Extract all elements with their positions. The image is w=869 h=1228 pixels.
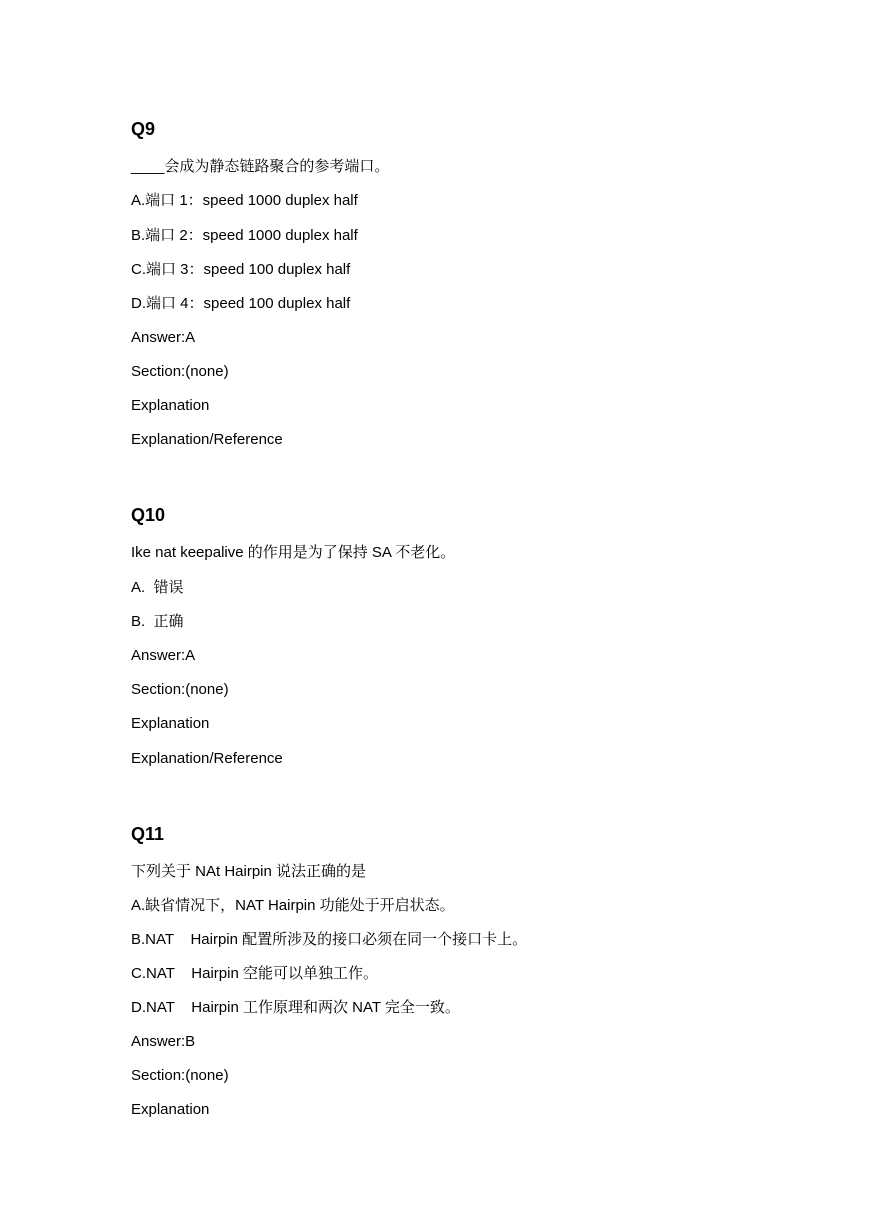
question-title: Q9 xyxy=(131,119,156,139)
option-a: A.端口 1：speed 1000 duplex half xyxy=(131,192,358,209)
question-title: Q11 xyxy=(131,824,165,844)
option-d: D.NAT Hairpin 工作原理和两次 NAT 完全一致。 xyxy=(131,999,460,1016)
explanation-reference: Explanation/Reference xyxy=(131,750,283,767)
option-b: B.端口 2：speed 1000 duplex half xyxy=(131,227,358,244)
explanation: Explanation xyxy=(131,397,210,414)
answer: Answer:B xyxy=(131,1033,196,1050)
question-stem: Ike nat keepalive 的作用是为了保持 SA 不老化。 xyxy=(131,544,456,561)
option-c: C.端口 3：speed 100 duplex half xyxy=(131,261,351,278)
answer: Answer:A xyxy=(131,647,196,664)
option-a: A. 错误 xyxy=(131,579,184,596)
option-b: B. 正确 xyxy=(131,613,184,630)
explanation: Explanation xyxy=(131,715,210,732)
question-stem: ____会成为静态链路聚合的参考端口。 xyxy=(131,158,390,175)
section: Section:(none) xyxy=(131,363,229,380)
explanation: Explanation xyxy=(131,1101,210,1118)
option-d: D.端口 4：speed 100 duplex half xyxy=(131,295,351,312)
question-stem: 下列关于 NAt Hairpin 说法正确的是 xyxy=(131,863,367,880)
option-b: B.NAT Hairpin 配置所涉及的接口必须在同一个接口卡上。 xyxy=(131,931,528,948)
answer: Answer:A xyxy=(131,329,196,346)
question-title: Q10 xyxy=(131,505,166,525)
section: Section:(none) xyxy=(131,681,229,698)
option-c: C.NAT Hairpin 空能可以单独工作。 xyxy=(131,965,378,982)
explanation-reference: Explanation/Reference xyxy=(131,431,283,448)
option-a: A.缺省情况下，NAT Hairpin 功能处于开启状态。 xyxy=(131,897,455,914)
section: Section:(none) xyxy=(131,1067,229,1084)
